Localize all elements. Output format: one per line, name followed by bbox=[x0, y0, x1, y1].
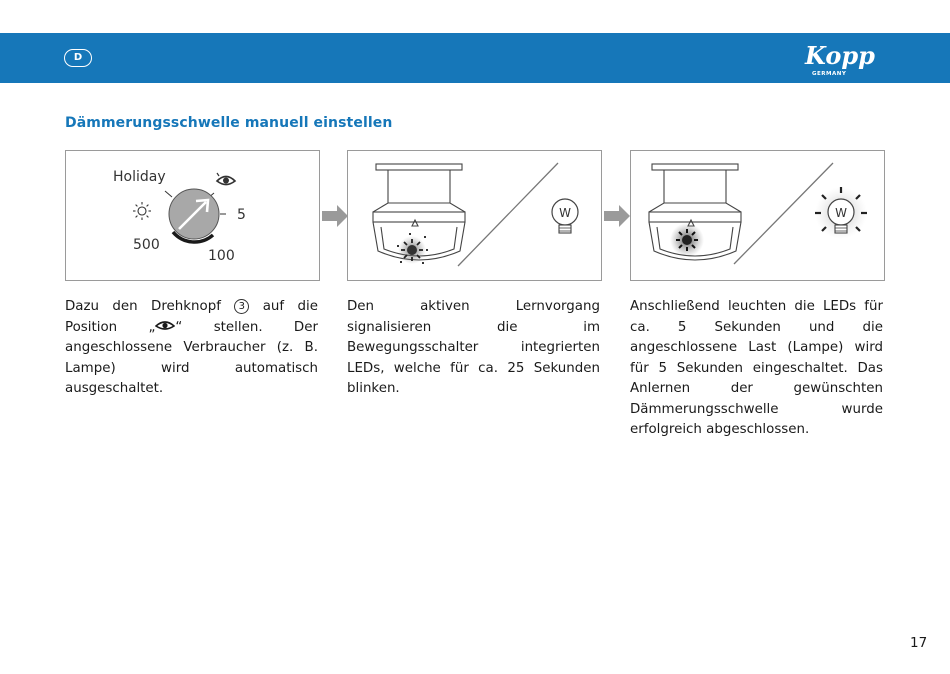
kopp-logo bbox=[790, 41, 890, 77]
step-1-text-middle: auf die Position „ bbox=[65, 299, 318, 335]
step-1-text-after: “ stellen. Der angeschlossene Verbraucher (z. B. Lampe) wird automatisch ausgeschaltet. bbox=[65, 319, 318, 396]
sensor-lamp-illustration bbox=[631, 151, 886, 282]
rotary-knob bbox=[169, 189, 219, 239]
dial-label-100: 100 bbox=[208, 248, 235, 264]
sensor-illustration bbox=[348, 151, 603, 282]
dial-label-holiday: Holiday bbox=[113, 169, 166, 185]
language-badge: D bbox=[64, 49, 92, 67]
logo-text: Kopp bbox=[805, 41, 875, 70]
arrow-right-icon bbox=[322, 205, 348, 227]
led-on-icon bbox=[670, 223, 704, 257]
arrow-right-icon bbox=[604, 205, 630, 227]
panel-sensor-blinking bbox=[347, 150, 602, 281]
dial-label-500: 500 bbox=[133, 237, 160, 253]
step-1-text-before: Dazu den Drehknopf bbox=[65, 299, 235, 314]
divider-line bbox=[458, 163, 558, 266]
eye-icon bbox=[155, 320, 175, 332]
logo-subtext: GERMANY bbox=[812, 71, 847, 77]
step-1-text bbox=[65, 297, 318, 400]
eye-icon bbox=[217, 173, 235, 185]
sun-icon bbox=[133, 202, 151, 220]
panel-sensor-lamp-on bbox=[630, 150, 885, 281]
header-bar bbox=[0, 33, 950, 83]
section-title: Dämmerungsschwelle manuell einstellen bbox=[65, 115, 393, 131]
lamp-off-icon bbox=[552, 199, 578, 233]
step-3-text: Anschließend leuchten die LEDs für ca. 5 Sekunden und die angeschlossene Last (Lampe) wird für 5 Sekunden eingeschaltet. Das Anlernen der gewünschten Dämmerungsschwelle wurde erfolgreich abgeschlossen. bbox=[630, 299, 883, 437]
lamp-letter: W bbox=[559, 206, 571, 220]
panel-dial bbox=[65, 150, 320, 281]
lamp-on-icon bbox=[815, 187, 867, 239]
page-number: 17 bbox=[910, 635, 928, 651]
dial-label-5: 5 bbox=[237, 207, 246, 223]
lamp-letter: W bbox=[835, 206, 847, 220]
callout-3-icon: 3 bbox=[234, 299, 249, 314]
dial-illustration bbox=[66, 151, 321, 282]
step-2-text: Den aktiven Lernvorgang signalisieren die im Bewegungsschalter integrierten LEDs, welche für ca. 25 Sekunden blinken. bbox=[347, 299, 600, 396]
